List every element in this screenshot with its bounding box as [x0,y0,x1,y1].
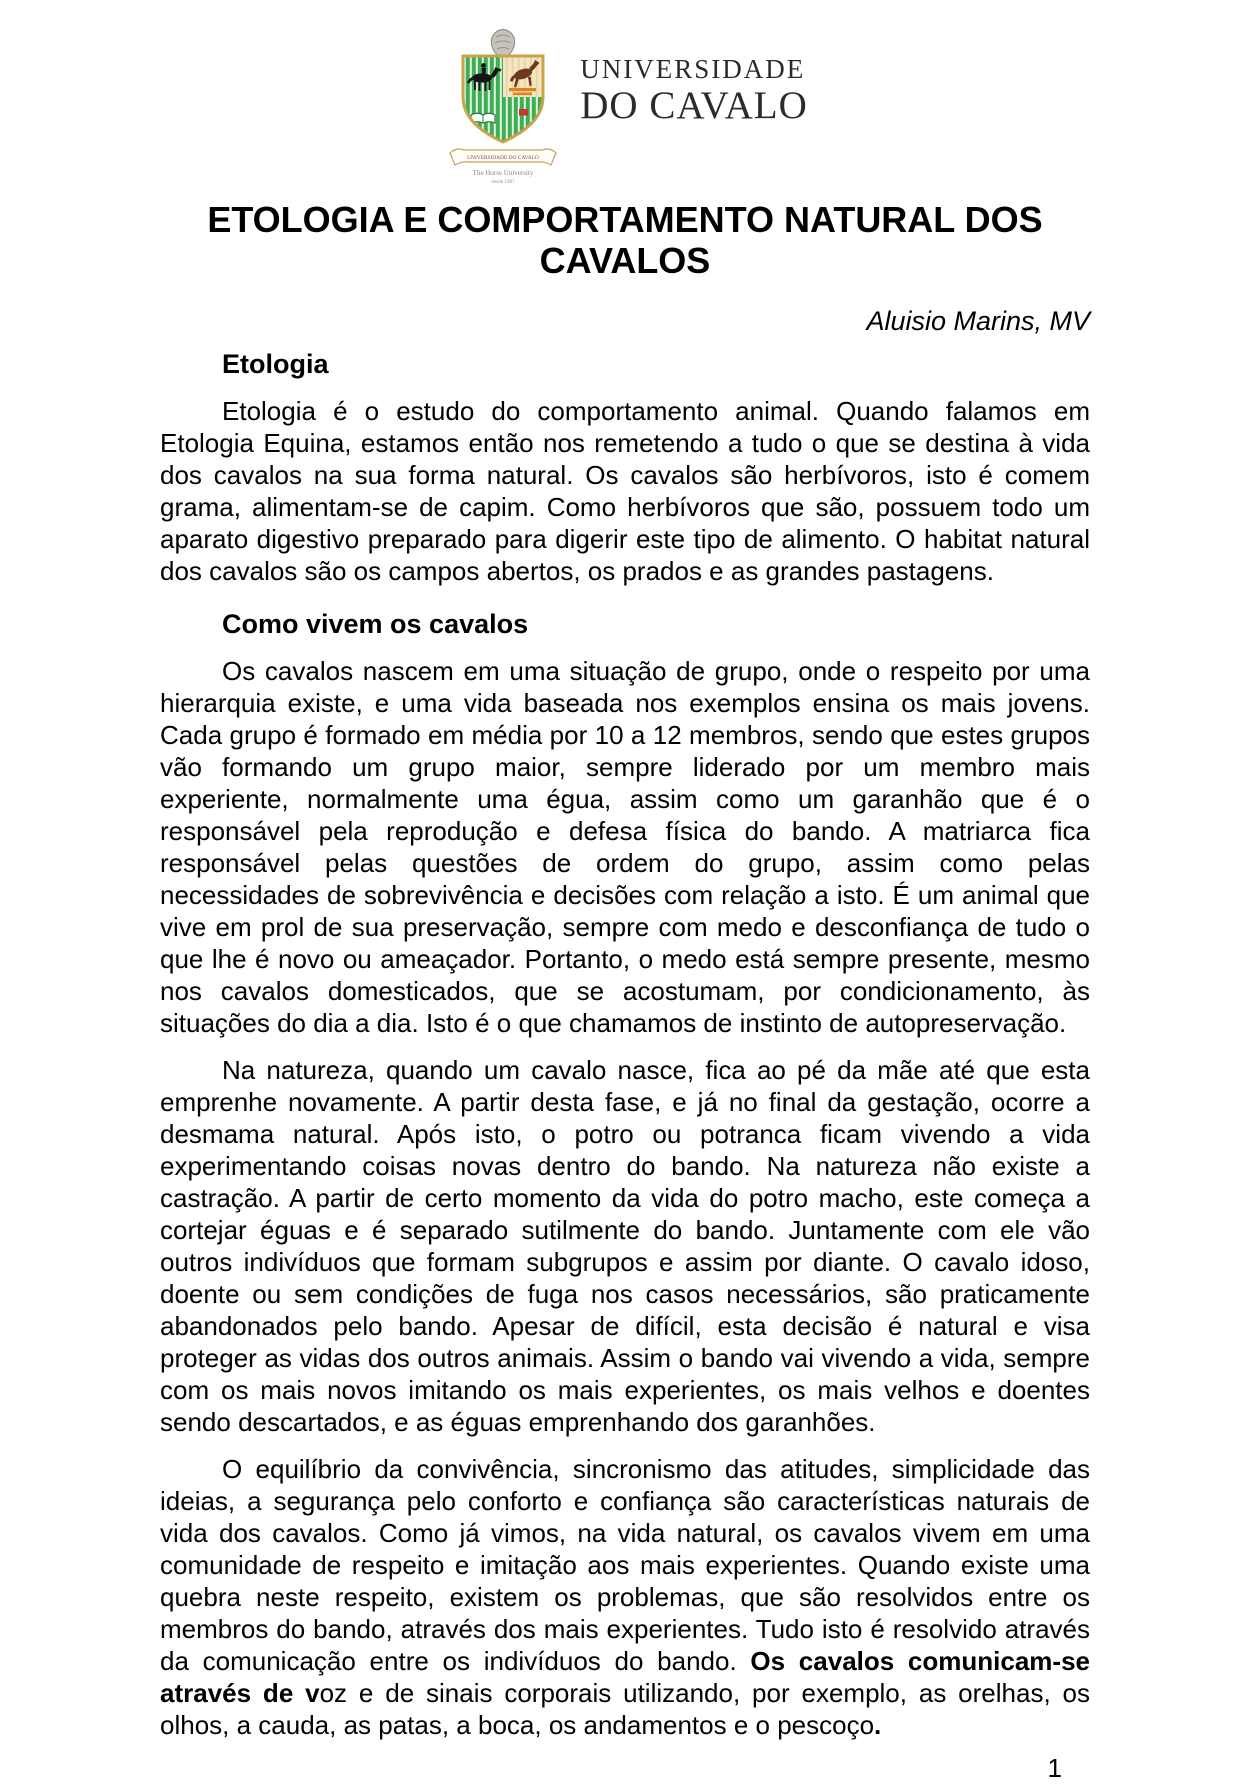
logo-tagline: The Horse University [472,169,534,177]
section-heading-etologia: Etologia [222,348,329,379]
helmet-crest-icon [492,30,515,58]
section-heading-como-vivem: Como vivem os cavalos [222,608,529,639]
wordmark-line-1: UNIVERSIDADE [580,54,806,85]
paragraph-como-vivem-3: O equilíbrio da convivência, sincronismo das atitudes, simplicidade das ideias, a segurança pelo conforto e confiança são características naturais de vida dos cavalos. Como já vimos, na vida natural, os cavalos vivem em uma comunidade de respeito e imitação aos mais experientes. Quando existe uma quebra neste respeito, existem os problemas, que são resolvidos entre os membros do bando, através dos mais experientes. Tudo isto é resolvido através da comunicação entre os indivíduos do bando. Os cavalos comunicam-se através de voz e de sinais corporais utilizando, por exemplo, as orelhas, os olhos, a cauda, as patas, a boca, os andamentos e o pescoço. [160,1453,1090,1740]
university-logo [160,25,1090,185]
university-wordmark [580,55,808,126]
author-byline: Aluisio Marins, MV [866,305,1090,336]
red-emblem-icon [519,109,528,116]
paragraph-como-vivem-1: Os cavalos nascem em uma situação de grupo, onde o respeito por uma hierarquia existe, e uma vida baseada nos exemplos ensina os mais jovens. Cada grupo é formado em média por 10 a 12 membros, sendo que estes grupos vão formando um grupo maior, sempre liderado por um membro mais experiente, normalmente uma égua, assim como um garanhão que é o responsável pela reprodução e defesa física do bando. A matriarca fica responsável pelas questões de ordem do grupo, assim como pelas necessidades de sobrevivência e decisões com relação a isto. É um animal que vive em prol de sua preservação, sempre com medo e desconfiança de tudo o que lhe é novo ou ameaçador. Portanto, o medo está sempre presente, mesmo nos cavalos domesticados, que se acostumam, por condicionamento, às situações do dia a dia. Isto é o que chamamos de instinto de autopreservação. [160,655,1090,1038]
document-title: ETOLOGIA E COMPORTAMENTO NATURAL DOS CAVALOS [207,199,1043,282]
logo-tagline-small: desde 1987 [491,179,515,185]
university-crest-icon [442,25,564,185]
page-number: 1 [1047,1752,1062,1783]
paragraph-como-vivem-2: Na natureza, quando um cavalo nasce, fica ao pé da mãe até que esta emprenhe novamente. A partir desta fase, e já no final da gestação, ocorre a desmama natural. Após isto, o potro ou potranca ficam vivendo a vida experimentando coisas novas dentro do bando. Na natureza não existe a castração. A partir de certo momento da vida do potro macho, este começa a cortejar éguas e é separado sutilmente do bando. Juntamente com ele vão outros indivíduos que formam subgrupos e assim por diante. O cavalo idoso, doente ou sem condições de fuga nos casos necessários, são praticamente abandonados pelo bando. Apesar de difícil, esta decisão é natural e visa proteger as vidas dos outros animais. Assim o bando vai vivendo a vida, sempre com os mais novos imitando os mais experientes, os mais velhos e doentes sendo descartados, e as éguas emprenhando dos garanhões. [160,1054,1090,1437]
wordmark-line-2: DO CAVALO [580,83,808,127]
paragraph-etologia: Etologia é o estudo do comportamento animal. Quando falamos em Etologia Equina, estamos então nos remetendo a tudo o que se destina à vida dos cavalos na sua forma natural. Os cavalos são herbívoros, isto é comem grama, alimentam-se de capim. Como herbívoros que são, possuem todo um aparato digestivo preparado para digerir este tipo de alimento. O habitat natural dos cavalos são os campos abertos, os prados e as grandes pastagens. [160,395,1090,586]
ribbon-banner [450,149,556,165]
ribbon-text: UNIVERSIDADE DO CAVALO [467,155,540,161]
